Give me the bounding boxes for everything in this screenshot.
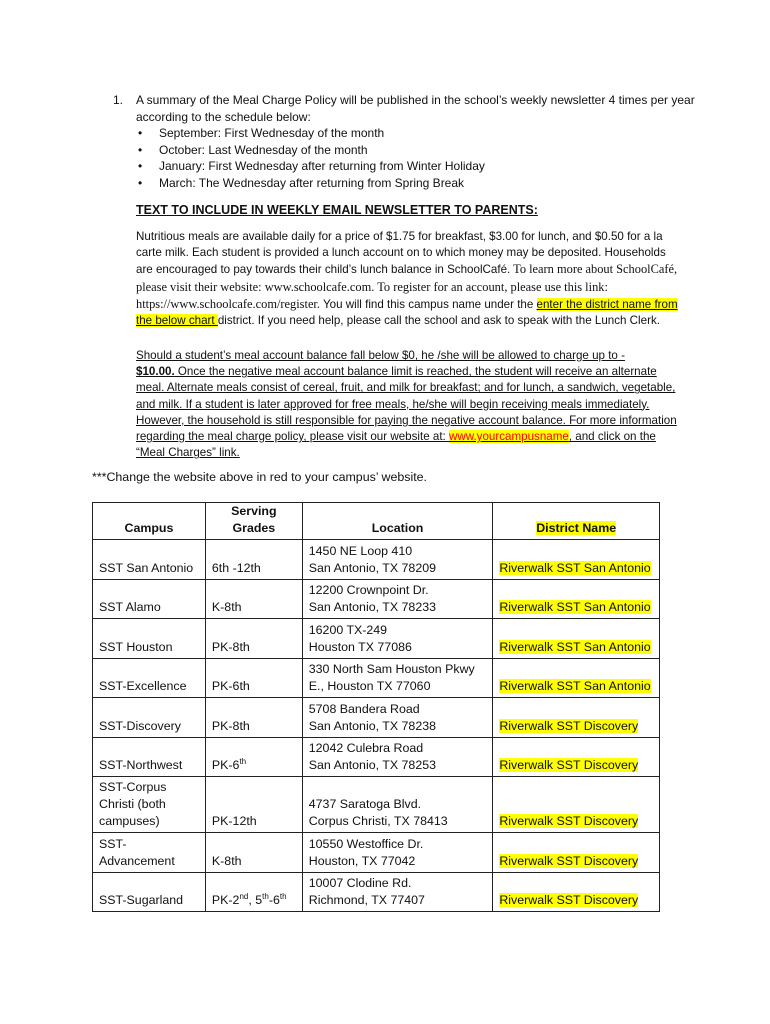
campus-cell: SST-Sugarland [93, 872, 206, 912]
grades-cell: PK-12th [205, 777, 302, 833]
district-name-placeholder: enter the district name from the below chart [136, 297, 678, 328]
location-cell: 4737 Saratoga Blvd. Corpus Christi, TX 78413 [302, 777, 493, 833]
campus-cell: SST-Excellence [93, 658, 206, 698]
table-row [93, 579, 660, 619]
table-row [93, 619, 660, 659]
district-cell: Riverwalk SST San Antonio [493, 619, 660, 659]
location-cell: 1450 NE Loop 410 San Antonio, TX 78209 [302, 540, 493, 580]
district-cell: Riverwalk SST San Antonio [493, 579, 660, 619]
table-row [93, 872, 660, 912]
district-cell: Riverwalk SST Discovery [493, 737, 660, 777]
table-row [93, 777, 660, 833]
website-change-note: ***Change the website above in red to your campus’ website. [92, 470, 427, 484]
newsletter-paragraph-1: Nutritious meals are available daily for a price of $1.75 for breakfast, $3.00 for lunch, and $0.50 for a la carte milk. Each student is provided a lunch account on to which money may be deposited. Households are encouraged to pay towards their child’s lunch balance in SchoolCafé. To learn more about SchoolCafé, please visit their website: www.schoolcafe.com. To register for an account, please use this link: https://www.schoolcafe.com/register. You will find this campus name under the enter the district name from the below chart district. If you need help, please call the school and ask to speak with the Lunch Clerk. [136, 230, 678, 328]
district-cell: Riverwalk SST Discovery [493, 833, 660, 873]
location-cell: 10007 Clodine Rd. Richmond, TX 77407 [302, 872, 493, 912]
location-cell: 330 North Sam Houston Pkwy E., Houston TX 77060 [302, 658, 493, 698]
location-cell: 10550 Westoffice Dr. Houston, TX 77042 [302, 833, 493, 873]
table-header-row [93, 503, 660, 540]
district-cell: Riverwalk SST San Antonio [493, 540, 660, 580]
district-cell: Riverwalk SST Discovery [493, 777, 660, 833]
grades-cell: PK-6th [205, 658, 302, 698]
grades-cell: PK-8th [205, 698, 302, 738]
grades-cell: 6th -12th [205, 540, 302, 580]
location-cell: 5708 Bandera Road San Antonio, TX 78238 [302, 698, 493, 738]
schedule-item-march: • March: The Wednesday after returning from Spring Break [136, 175, 703, 192]
header-campus: Campus [93, 503, 206, 540]
campus-website-link[interactable]: www.yourcampusname [448, 430, 569, 444]
table-row [93, 540, 660, 580]
location-cell: 12042 Culebra Road San Antonio, TX 78253 [302, 737, 493, 777]
schedule-item-october: • October: Last Wednesday of the month [136, 142, 703, 159]
table-row [93, 737, 660, 777]
header-district-name: District Name [493, 503, 660, 540]
grades-cell: K-8th [205, 833, 302, 873]
table-row [93, 698, 660, 738]
grades-cell: PK-2nd, 5th-6th [205, 872, 302, 912]
newsletter-paragraph-2: Should a student’s meal account balance fall below $0, he /she will be allowed to charge up to - $10.00. Once the negative meal account balance limit is reached, the student will receive an alternate meal. Alternate meals consist of cereal, fruit, and milk for breakfast; and for lunch, a sandwich, vegetable, and milk. If a student is later approved for free meals, he/she will begin receiving meals immediately. However, the household is still responsible for paying the negative account balance. For more information regarding the meal charge policy, please visit our website at: www.yourcampusname, and click on the “Meal Charges” link. [136, 349, 677, 460]
grades-cell: PK-6th [205, 737, 302, 777]
location-cell: 16200 TX-249 Houston TX 77086 [302, 619, 493, 659]
district-cell: Riverwalk SST Discovery [493, 872, 660, 912]
campus-cell: SST-Discovery [93, 698, 206, 738]
district-cell: Riverwalk SST San Antonio [493, 658, 660, 698]
location-cell: 12200 Crownpoint Dr. San Antonio, TX 78233 [302, 579, 493, 619]
grades-cell: PK-8th [205, 619, 302, 659]
table-row [93, 658, 660, 698]
item-intro: A summary of the Meal Charge Policy will be published in the school’s weekly newsletter 4 times per year according to the schedule below: [136, 93, 695, 124]
campus-cell: SST-Corpus Christi (both campuses) [93, 777, 206, 833]
schedule-item-september: • September: First Wednesday of the month [136, 125, 703, 142]
header-location: Location [302, 503, 493, 540]
item-number: 1. [113, 93, 124, 107]
table-row [93, 833, 660, 873]
charge-limit-amount: $10.00. [136, 365, 175, 379]
district-cell: Riverwalk SST Discovery [493, 698, 660, 738]
campus-cell: SST San Antonio [93, 540, 206, 580]
schedule-list [136, 125, 703, 191]
campus-cell: SST Alamo [93, 579, 206, 619]
campus-table [92, 502, 660, 912]
header-serving-grades: Serving Grades [205, 503, 302, 540]
campus-cell: SST- Advancement [93, 833, 206, 873]
newsletter-heading: TEXT TO INCLUDE IN WEEKLY EMAIL NEWSLETTER TO PARENTS: [136, 203, 538, 217]
policy-item-1 [113, 92, 703, 191]
schedule-item-january: • January: First Wednesday after returning from Winter Holiday [136, 158, 703, 175]
campus-cell: SST-Northwest [93, 737, 206, 777]
campus-cell: SST Houston [93, 619, 206, 659]
grades-cell: K-8th [205, 579, 302, 619]
